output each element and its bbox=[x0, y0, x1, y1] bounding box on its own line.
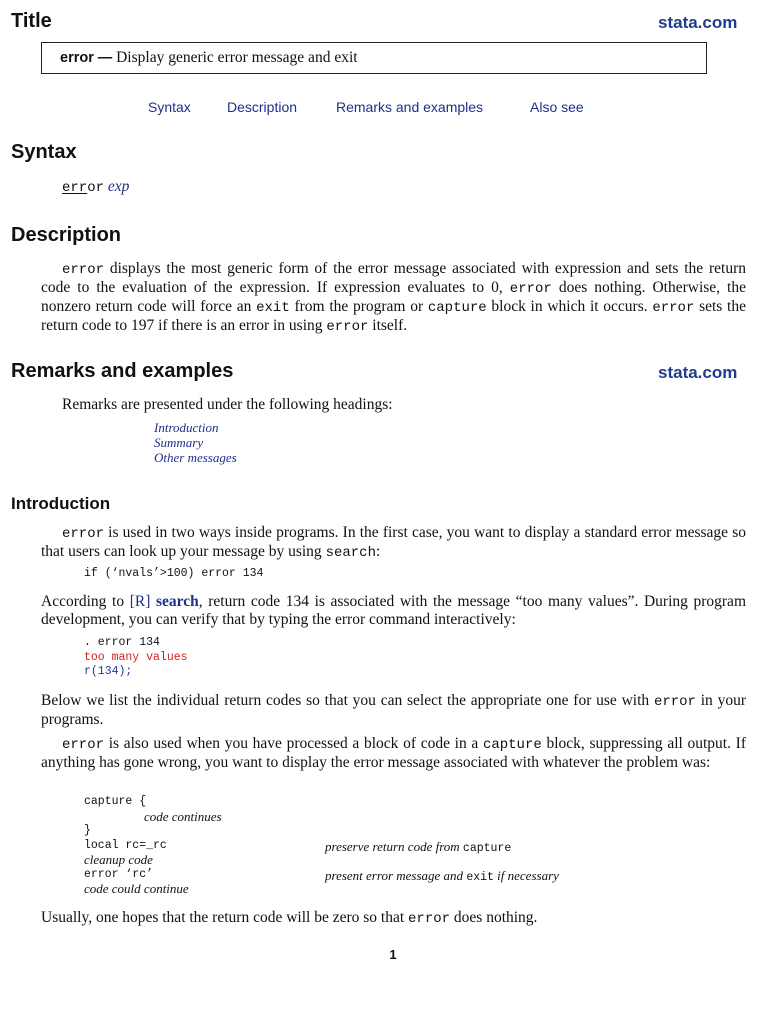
code-comment-preserve bbox=[325, 838, 511, 858]
intro-paragraph-4 bbox=[41, 735, 746, 772]
stata-brand-link[interactable]: stata.com bbox=[658, 13, 738, 32]
remarks-heading: Remarks and examples bbox=[11, 360, 234, 382]
nav-link-syntax[interactable]: Syntax bbox=[148, 99, 191, 115]
stata-brand-link-remarks[interactable]: stata.com bbox=[658, 363, 738, 382]
code-word: capture bbox=[482, 737, 542, 753]
title-box-content bbox=[60, 49, 358, 67]
code-word: exit bbox=[256, 300, 290, 316]
nav-link-description[interactable]: Description bbox=[227, 99, 298, 115]
introduction-heading: Introduction bbox=[11, 494, 111, 513]
syntax-cmd-rest: or bbox=[87, 180, 105, 196]
description-heading: Description bbox=[11, 224, 122, 246]
code-word: error bbox=[326, 319, 369, 335]
code-word: error bbox=[653, 694, 696, 710]
code-word: error bbox=[62, 262, 105, 278]
text-run: does nothing. bbox=[450, 909, 538, 926]
code-word: error bbox=[652, 300, 695, 316]
text-run: displays the most generic form of the error message associated with expression and sets the return code to the evaluation of the expression. If expression evaluates to 0, bbox=[41, 260, 746, 296]
code-line: . error 134 bbox=[84, 636, 160, 649]
title-description: Display generic error message and exit bbox=[116, 49, 358, 66]
comment-code: exit bbox=[466, 871, 494, 884]
text-run: : bbox=[375, 543, 381, 560]
code-word: capture bbox=[427, 300, 487, 316]
code-example-2 bbox=[84, 636, 188, 680]
text-run: sets the return code to 197 if there is an error in using bbox=[41, 298, 746, 334]
manual-ref-link[interactable]: [R] bbox=[129, 593, 151, 610]
page-number: 1 bbox=[389, 947, 397, 962]
text-run: Usually, one hopes that the return code will be zero so that bbox=[41, 909, 409, 926]
comment-text: if necessary bbox=[493, 868, 559, 883]
code-line bbox=[84, 839, 222, 854]
syntax-heading: Syntax bbox=[11, 141, 77, 163]
code-line: capture { bbox=[84, 795, 147, 808]
text-run: is used in two ways inside programs. In the first case, you want to display a standard error message so that users can look up your message by using bbox=[41, 524, 746, 560]
nav-link-also-see[interactable]: Also see bbox=[530, 99, 584, 115]
code-placeholder: cleanup code bbox=[84, 852, 153, 867]
text-run: itself. bbox=[368, 317, 408, 334]
text-run: in your programs. bbox=[41, 692, 747, 728]
toc-other-messages[interactable]: Other messages bbox=[154, 450, 237, 465]
syntax-arg[interactable]: exp bbox=[107, 178, 130, 195]
code-error-output: too many values bbox=[84, 650, 188, 664]
code-word: error bbox=[62, 526, 105, 542]
text-run: is also used when you have processed a block of code in a bbox=[104, 735, 483, 752]
code-example-1: if (‘nvals’>100) error 134 bbox=[84, 567, 264, 580]
text-run: block in which it occurs. bbox=[486, 298, 653, 315]
syntax-line bbox=[62, 178, 129, 197]
code-text: error ‘rc’ bbox=[84, 867, 154, 881]
nav-link-remarks[interactable]: Remarks and examples bbox=[336, 99, 484, 115]
text-run: from the program or bbox=[289, 298, 428, 315]
intro-paragraph-5 bbox=[41, 909, 746, 928]
syntax-cmd bbox=[62, 180, 104, 196]
code-placeholder: code could continue bbox=[84, 881, 189, 896]
intro-paragraph-3 bbox=[41, 692, 746, 729]
toc-summary[interactable]: Summary bbox=[154, 435, 204, 450]
comment-text: preserve return code from bbox=[325, 839, 463, 854]
page-header-title: Title bbox=[11, 10, 52, 32]
comment-text: present error message and bbox=[325, 868, 467, 883]
intro-paragraph-2 bbox=[41, 593, 746, 629]
remarks-intro: Remarks are presented under the following headings: bbox=[62, 396, 393, 413]
comment-code: capture bbox=[462, 842, 512, 855]
code-text: local rc=_rc bbox=[84, 838, 167, 852]
code-return-code-link[interactable]: r(134); bbox=[84, 665, 133, 678]
toc-introduction[interactable]: Introduction bbox=[154, 420, 219, 435]
code-word: error bbox=[408, 911, 451, 927]
title-command: error bbox=[60, 50, 94, 66]
code-word: error bbox=[62, 737, 105, 753]
code-example-3 bbox=[84, 795, 222, 897]
intro-paragraph-1 bbox=[41, 524, 746, 562]
text-run: block, suppressing all output. If anything has gone wrong, you want to display the error message associated with whatever the problem was: bbox=[41, 735, 746, 771]
code-comment-present bbox=[325, 867, 559, 887]
code-word: error bbox=[509, 281, 552, 297]
title-dash: — bbox=[97, 50, 113, 66]
text-run: does nothing. Otherwise, the nonzero return code will force an bbox=[41, 279, 746, 315]
code-word: search bbox=[325, 545, 376, 561]
text-run: Below we list the individual return codes so that you can select the appropriate one for use with bbox=[41, 692, 654, 709]
text-run: , return code 134 is associated with the message “too many values”. During program development, you can verify that by typing the error command interactively: bbox=[41, 593, 746, 628]
search-ref-link[interactable]: search bbox=[155, 593, 199, 610]
text-run: According to bbox=[41, 593, 130, 610]
syntax-cmd-abbrev: err bbox=[62, 180, 88, 196]
description-paragraph bbox=[41, 260, 746, 336]
code-line: } bbox=[84, 824, 91, 837]
code-placeholder: code continues bbox=[144, 808, 222, 824]
title-box bbox=[41, 42, 707, 74]
code-line bbox=[84, 868, 222, 883]
